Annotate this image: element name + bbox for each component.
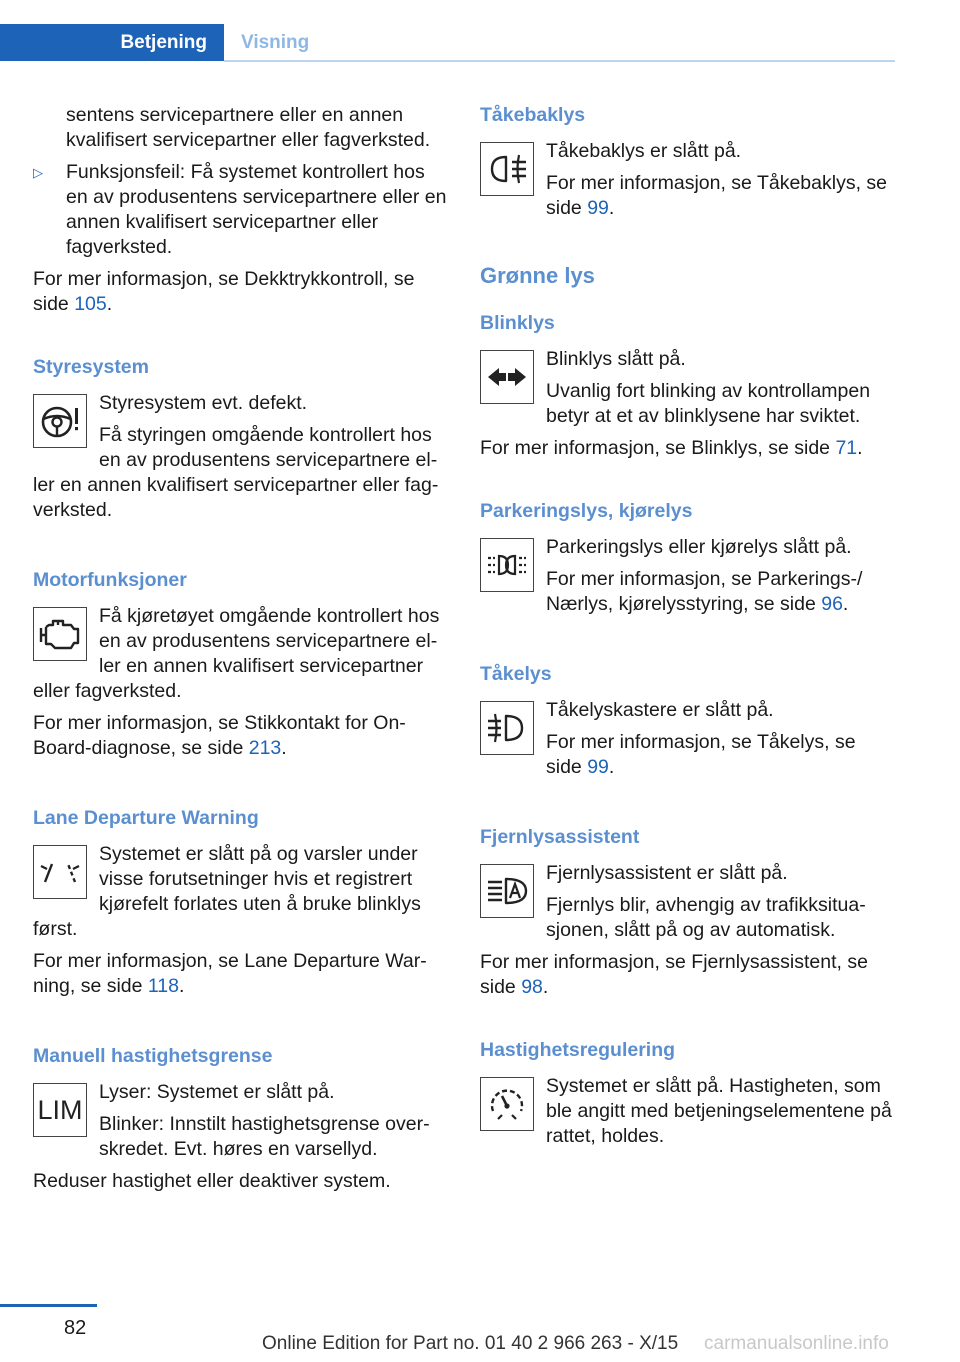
section-title-lim: Manuell hastighetsgrense [33,1045,273,1067]
lim-line2: Blinker: Innstilt hastighetsgrense overskredet. Evt. høres en varsellyd. [99,1113,430,1160]
section-title-lane: Lane Departure Warning [33,807,259,829]
page-link[interactable]: 118 [147,975,179,997]
styresystem-block [33,391,449,530]
takelys-line1: Tåkelyskastere er slått på. [546,699,774,721]
page-link[interactable]: 213 [248,737,282,759]
hastighet-block [480,1074,896,1156]
cruise-control-icon [480,1077,534,1131]
section-title-motor: Motorfunksjoner [33,569,187,591]
takebaklys-line1: Tåkebaklys er slått på. [546,140,742,162]
tab-underline [224,60,895,62]
fjernlys-reference: For mer informasjon, se Fjernlysassistent, se side 98. [480,951,868,998]
lim-line3: Reduser hastighet eller deaktiver system. [33,1170,391,1192]
header-tabs [0,24,895,62]
motor-reference: For mer informasjon, se Stikkontakt for On-Board-diagnose, se side 213. [33,712,406,759]
section-title-parkeringslys: Parkeringslys, kjørelys [480,500,693,522]
styresystem-line1: Styresystem evt. defekt. [99,392,308,414]
page-link[interactable]: 71 [835,437,858,459]
lane-block [33,842,449,1006]
front-fog-light-icon [480,701,534,755]
footer-divider [0,1304,97,1307]
section-title-hastighet: Hastighetsregulering [480,1039,676,1061]
takelys-reference: For mer informasjon, se Tåkelys, se side 99. [546,731,856,778]
section-title-fjernlys: Fjernlysassistent [480,826,640,848]
section-title-styresystem: Styresystem [33,356,149,378]
tab-betjening[interactable]: Betjening [0,24,224,61]
fjernlys-line1: Fjernlysassistent er slått på. [546,862,788,884]
page-link[interactable]: 99 [587,197,609,219]
rear-fog-light-icon [480,142,534,196]
edition-note: Online Edition for Part no. 01 40 2 966 263 - X/15 [262,1333,679,1354]
takebaklys-block [480,139,896,228]
section-title-takebaklys: Tåkebaklys [480,104,586,126]
blinklys-line2: Uvanlig fort blinking av kontrollampen betyr at et av blinklysene har sviktet. [546,380,871,427]
blinklys-block [480,347,896,436]
section-title-takelys: Tåkelys [480,663,552,685]
tab-visning[interactable]: Visning [241,32,310,53]
right-column [480,103,896,1156]
parking-light-icon [480,538,534,592]
blinklys-reference: For mer informasjon, se Blinklys, se side 71. [480,437,863,459]
lane-line1: Systemet er slått på og varsler under visse forutsetninger hvis et registrert kjørefelt forlates uten å bruke blinklys først. [33,843,421,940]
parkeringslys-block [480,535,896,624]
page-number: 82 [64,1317,87,1339]
parkeringslys-line1: Parkeringslys eller kjørelys slått på. [546,536,852,558]
page-link[interactable]: 105 [74,293,107,315]
intro-continuation: sentens servicepartnere eller en annen kvalifisert servicepartner eller fagverksted. [66,104,431,151]
lane-reference: For mer informasjon, se Lane Departure Warning, se side 118. [33,950,427,997]
group-title-green: Grønne lys [480,263,595,288]
high-beam-assistant-icon [480,864,534,918]
engine-icon [33,607,87,661]
watermark: carmanualsonline.info [704,1333,889,1354]
motor-line1: Få kjøretøyet omgående kontrollert hos en av produsentens servicepartnere eller en annen kvalifisert servicepartner eller fagverksted. [33,605,440,702]
lim-block [33,1080,449,1201]
left-column [33,103,449,1201]
page-link[interactable]: 98 [521,976,543,998]
turn-signal-icon [480,350,534,404]
steering-warning-icon [33,394,87,448]
fjernlys-block [480,861,896,950]
takelys-block [480,698,896,787]
reference-text: For mer informasjon, se Dekktrykkontroll, se side 105. [33,268,415,315]
speed-limiter-icon [33,1083,87,1137]
takebaklys-reference: For mer informasjon, se Tåkebaklys, se side 99. [546,172,888,219]
bullet-arrow-icon: ▷ [33,165,43,180]
parkeringslys-reference: For mer informasjon, se Parkerings-/ Nærlys, kjørelysstyring, se side 96. [546,568,863,615]
page-link[interactable]: 96 [821,593,843,615]
lim-label: LIM [37,1094,83,1125]
list-item [33,160,449,260]
lane-departure-icon [33,845,87,899]
section-title-blinklys: Blinklys [480,312,555,334]
hastighet-line1: Systemet er slått på. Hastigheten, som ble angitt med betjeningselementene på rattet, holdes. [546,1075,892,1147]
bullet-text: Funksjonsfeil: Få systemet kontrollert hos en av produsentens servicepartnere eller en annen kvalifisert servicepartner eller fagverksted. [66,161,447,258]
page-link[interactable]: 99 [587,756,609,778]
lim-line1: Lyser: Systemet er slått på. [99,1081,335,1103]
blinklys-line1: Blinklys slått på. [546,348,686,370]
styresystem-line2: Få styringen omgående kontrollert hos en av produsentens servicepartnere eller en annen kvalifisert servicepartner eller fagverksted. [33,424,439,521]
fjernlys-line2: Fjernlys blir, avhengig av trafikksituasjonen, slått på og av automatisk. [546,894,866,941]
motor-block [33,604,449,768]
